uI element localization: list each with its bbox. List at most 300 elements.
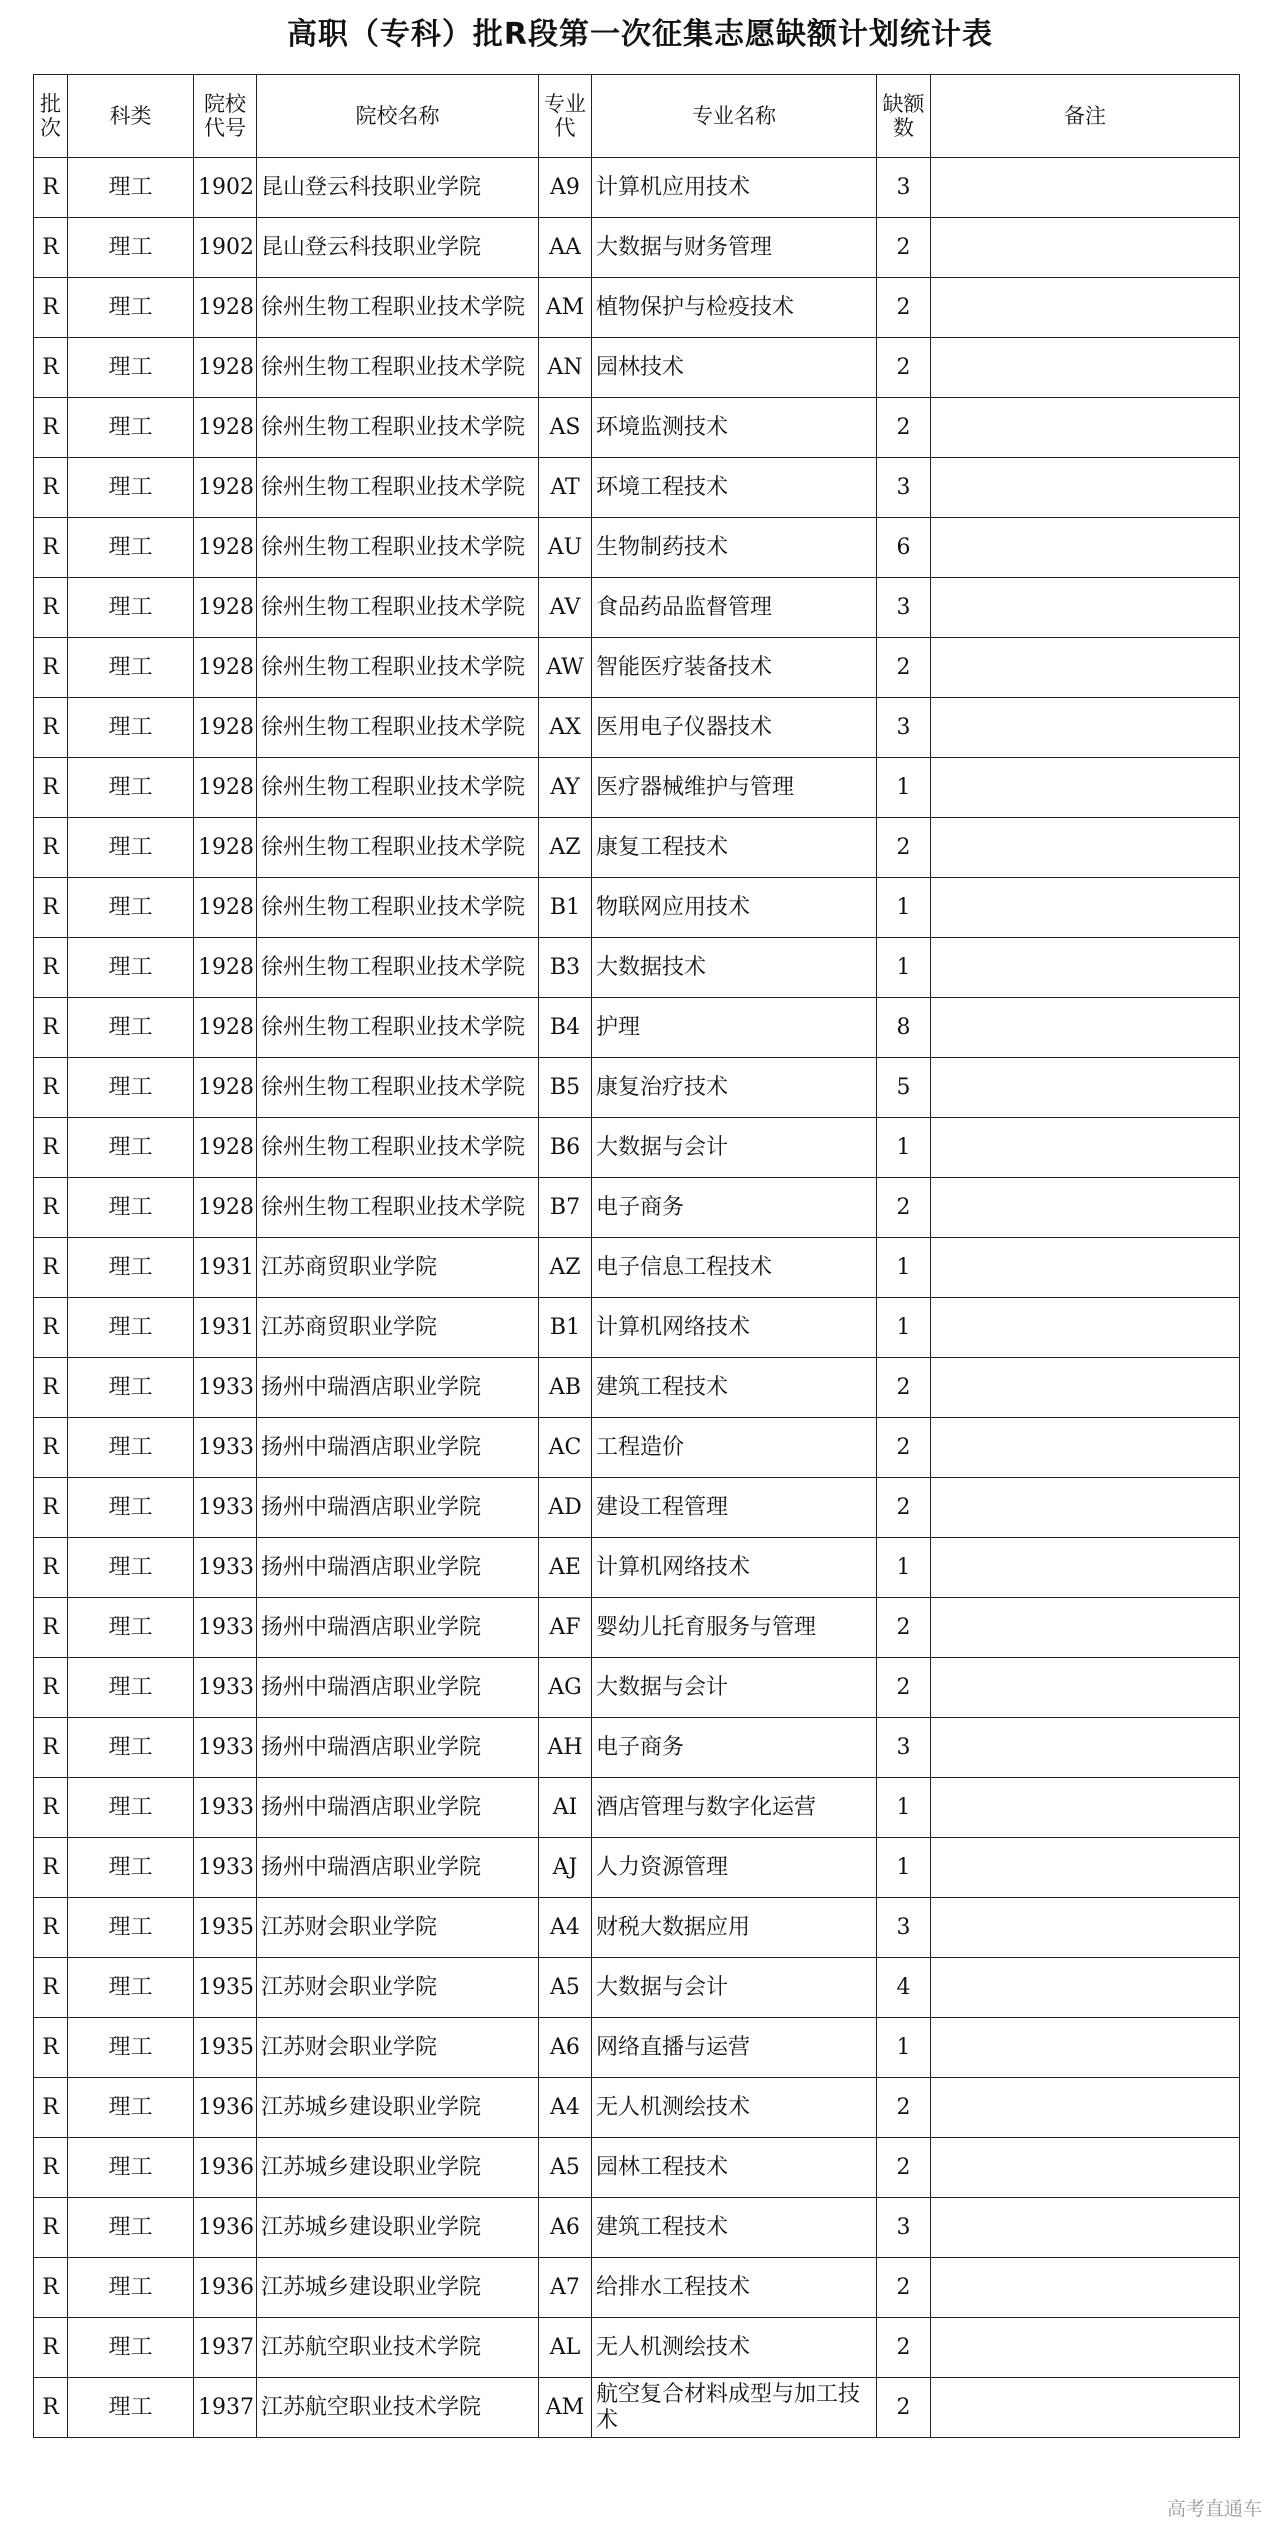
cell-type: 理工 [68,818,194,878]
cell-school-code: 1928 [194,278,257,338]
cell-note [931,1358,1240,1418]
table-row [34,158,1240,218]
cell-school-code: 1933 [194,1718,257,1778]
cell-major-name: 婴幼儿托育服务与管理 [592,1598,877,1658]
cell-count: 2 [877,338,931,398]
cell-batch: R [34,998,68,1058]
cell-count: 1 [877,1778,931,1838]
cell-school-name: 扬州中瑞酒店职业学院 [257,1718,539,1778]
cell-major-code: B4 [539,998,592,1058]
table-row [34,1898,1240,1958]
cell-batch: R [34,1358,68,1418]
cell-batch: R [34,758,68,818]
cell-note [931,1538,1240,1598]
cell-count: 2 [877,2138,931,2198]
cell-school-name: 江苏商贸职业学院 [257,1238,539,1298]
cell-type: 理工 [68,158,194,218]
cell-type: 理工 [68,1298,194,1358]
cell-count: 2 [877,218,931,278]
cell-major-name: 建设工程管理 [592,1478,877,1538]
cell-school-code: 1937 [194,2378,257,2438]
table-row [34,1058,1240,1118]
cell-count: 2 [877,1658,931,1718]
cell-major-name: 建筑工程技术 [592,1358,877,1418]
cell-major-code: B6 [539,1118,592,1178]
table-row [34,578,1240,638]
cell-school-name: 江苏航空职业技术学院 [257,2318,539,2378]
cell-count: 2 [877,2378,931,2438]
table-row [34,1478,1240,1538]
table-row [34,2078,1240,2138]
cell-type: 理工 [68,1958,194,2018]
cell-count: 1 [877,1118,931,1178]
cell-major-code: A5 [539,2138,592,2198]
cell-batch: R [34,1958,68,2018]
cell-major-name: 网络直播与运营 [592,2018,877,2078]
cell-major-code: AD [539,1478,592,1538]
cell-type: 理工 [68,1778,194,1838]
table-row [34,518,1240,578]
cell-school-code: 1928 [194,878,257,938]
table-row [34,638,1240,698]
cell-school-name: 江苏城乡建设职业学院 [257,2078,539,2138]
cell-type: 理工 [68,1478,194,1538]
cell-major-name: 计算机网络技术 [592,1298,877,1358]
cell-note [931,1298,1240,1358]
table-row [34,698,1240,758]
cell-school-code: 1928 [194,398,257,458]
table-row [34,1178,1240,1238]
cell-major-name: 食品药品监督管理 [592,578,877,638]
cell-major-name: 计算机网络技术 [592,1538,877,1598]
cell-type: 理工 [68,338,194,398]
cell-major-code: AM [539,278,592,338]
cell-type: 理工 [68,1358,194,1418]
cell-batch: R [34,2138,68,2198]
cell-count: 3 [877,1898,931,1958]
cell-school-code: 1933 [194,1778,257,1838]
cell-major-name: 植物保护与检疫技术 [592,278,877,338]
cell-count: 1 [877,878,931,938]
cell-count: 2 [877,278,931,338]
cell-note [931,998,1240,1058]
cell-school-name: 昆山登云科技职业学院 [257,218,539,278]
cell-note [931,2378,1240,2438]
cell-major-name: 给排水工程技术 [592,2258,877,2318]
cell-note [931,2318,1240,2378]
cell-school-name: 徐州生物工程职业技术学院 [257,698,539,758]
table-row [34,1778,1240,1838]
table-row [34,1238,1240,1298]
cell-school-name: 江苏财会职业学院 [257,1898,539,1958]
cell-note [931,2078,1240,2138]
table-row [34,1298,1240,1358]
cell-count: 3 [877,578,931,638]
cell-note [931,2138,1240,2198]
cell-major-name: 建筑工程技术 [592,2198,877,2258]
table-row [34,2198,1240,2258]
cell-count: 8 [877,998,931,1058]
cell-batch: R [34,2198,68,2258]
cell-school-code: 1928 [194,578,257,638]
header-note: 备注 [931,75,1240,158]
table-row [34,1838,1240,1898]
cell-note [931,878,1240,938]
table-row [34,1358,1240,1418]
header-type: 科类 [68,75,194,158]
cell-batch: R [34,338,68,398]
cell-major-code: AZ [539,1238,592,1298]
cell-major-code: AH [539,1718,592,1778]
cell-school-name: 扬州中瑞酒店职业学院 [257,1418,539,1478]
cell-major-code: AL [539,2318,592,2378]
cell-batch: R [34,578,68,638]
cell-type: 理工 [68,1598,194,1658]
cell-school-code: 1935 [194,1898,257,1958]
cell-major-name: 康复治疗技术 [592,1058,877,1118]
cell-school-code: 1928 [194,1178,257,1238]
cell-major-name: 计算机应用技术 [592,158,877,218]
cell-major-code: AV [539,578,592,638]
cell-batch: R [34,2018,68,2078]
table-row [34,818,1240,878]
cell-major-code: A6 [539,2198,592,2258]
cell-major-name: 电子商务 [592,1178,877,1238]
cell-type: 理工 [68,1058,194,1118]
cell-school-code: 1928 [194,698,257,758]
cell-batch: R [34,518,68,578]
cell-count: 1 [877,938,931,998]
cell-type: 理工 [68,278,194,338]
cell-count: 2 [877,1598,931,1658]
cell-note [931,638,1240,698]
table-row [34,398,1240,458]
cell-school-code: 1928 [194,518,257,578]
cell-school-name: 徐州生物工程职业技术学院 [257,938,539,998]
cell-batch: R [34,1898,68,1958]
cell-major-name: 护理 [592,998,877,1058]
cell-school-name: 徐州生物工程职业技术学院 [257,398,539,458]
cell-major-name: 无人机测绘技术 [592,2318,877,2378]
table-header-row [34,75,1240,158]
cell-note [931,398,1240,458]
cell-note [931,218,1240,278]
table-row [34,938,1240,998]
cell-major-name: 航空复合材料成型与加工技术 [592,2378,877,2438]
cell-major-code: B1 [539,1298,592,1358]
cell-batch: R [34,1658,68,1718]
cell-note [931,2258,1240,2318]
cell-school-code: 1928 [194,998,257,1058]
cell-count: 3 [877,2198,931,2258]
cell-major-code: AA [539,218,592,278]
cell-note [931,158,1240,218]
cell-batch: R [34,1058,68,1118]
cell-major-code: AC [539,1418,592,1478]
cell-school-code: 1902 [194,158,257,218]
cell-batch: R [34,1178,68,1238]
cell-note [931,1718,1240,1778]
cell-major-name: 康复工程技术 [592,818,877,878]
header-major-name: 专业名称 [592,75,877,158]
watermark-text: 高考直通车 [1166,2498,1262,2520]
cell-major-code: AM [539,2378,592,2438]
cell-major-code: AI [539,1778,592,1838]
table-row [34,998,1240,1058]
table-row [34,278,1240,338]
cell-count: 1 [877,1838,931,1898]
table-row [34,458,1240,518]
cell-major-code: AZ [539,818,592,878]
cell-type: 理工 [68,1898,194,1958]
cell-major-code: AW [539,638,592,698]
cell-note [931,2198,1240,2258]
cell-major-code: A7 [539,2258,592,2318]
cell-school-code: 1936 [194,2258,257,2318]
cell-major-code: AX [539,698,592,758]
cell-count: 1 [877,1238,931,1298]
cell-note [931,278,1240,338]
table-row [34,2318,1240,2378]
cell-type: 理工 [68,2138,194,2198]
cell-note [931,1658,1240,1718]
cell-type: 理工 [68,2258,194,2318]
cell-school-name: 徐州生物工程职业技术学院 [257,518,539,578]
cell-count: 2 [877,638,931,698]
cell-type: 理工 [68,1238,194,1298]
cell-note [931,518,1240,578]
cell-count: 5 [877,1058,931,1118]
table-row [34,758,1240,818]
table-row [34,1118,1240,1178]
header-major-code: 专业代 [539,75,592,158]
table-row [34,1418,1240,1478]
cell-school-name: 徐州生物工程职业技术学院 [257,818,539,878]
cell-school-name: 昆山登云科技职业学院 [257,158,539,218]
cell-batch: R [34,1838,68,1898]
cell-count: 3 [877,698,931,758]
cell-school-name: 徐州生物工程职业技术学院 [257,338,539,398]
cell-major-code: AB [539,1358,592,1418]
cell-school-code: 1935 [194,1958,257,2018]
cell-school-code: 1928 [194,758,257,818]
cell-note [931,1058,1240,1118]
cell-batch: R [34,878,68,938]
cell-batch: R [34,2378,68,2438]
cell-school-code: 1935 [194,2018,257,2078]
cell-major-name: 物联网应用技术 [592,878,877,938]
cell-batch: R [34,938,68,998]
cell-major-name: 智能医疗装备技术 [592,638,877,698]
cell-major-code: A6 [539,2018,592,2078]
cell-major-name: 大数据与会计 [592,1958,877,2018]
cell-major-name: 园林技术 [592,338,877,398]
cell-school-name: 徐州生物工程职业技术学院 [257,878,539,938]
table-row [34,2138,1240,2198]
cell-note [931,1478,1240,1538]
cell-batch: R [34,698,68,758]
cell-note [931,1778,1240,1838]
cell-batch: R [34,1478,68,1538]
cell-note [931,458,1240,518]
cell-count: 2 [877,1478,931,1538]
cell-count: 3 [877,1718,931,1778]
cell-school-name: 江苏城乡建设职业学院 [257,2258,539,2318]
cell-count: 2 [877,1358,931,1418]
cell-batch: R [34,638,68,698]
cell-school-name: 江苏城乡建设职业学院 [257,2198,539,2258]
cell-major-code: AE [539,1538,592,1598]
cell-type: 理工 [68,2018,194,2078]
cell-batch: R [34,458,68,518]
cell-note [931,938,1240,998]
cell-major-name: 工程造价 [592,1418,877,1478]
cell-major-code: AG [539,1658,592,1718]
cell-count: 3 [877,158,931,218]
cell-count: 2 [877,818,931,878]
cell-major-code: A9 [539,158,592,218]
cell-school-code: 1928 [194,1118,257,1178]
cell-type: 理工 [68,1118,194,1178]
cell-school-name: 徐州生物工程职业技术学院 [257,458,539,518]
cell-note [931,2018,1240,2078]
cell-school-name: 徐州生物工程职业技术学院 [257,278,539,338]
cell-note [931,758,1240,818]
cell-batch: R [34,218,68,278]
cell-school-name: 江苏城乡建设职业学院 [257,2138,539,2198]
cell-note [931,1838,1240,1898]
table-row [34,338,1240,398]
cell-count: 1 [877,758,931,818]
cell-type: 理工 [68,2318,194,2378]
cell-school-code: 1933 [194,1478,257,1538]
cell-school-code: 1933 [194,1538,257,1598]
cell-school-code: 1933 [194,1658,257,1718]
cell-school-code: 1937 [194,2318,257,2378]
cell-type: 理工 [68,578,194,638]
cell-type: 理工 [68,218,194,278]
table-row [34,1538,1240,1598]
cell-batch: R [34,1418,68,1478]
cell-school-code: 1933 [194,1418,257,1478]
cell-note [931,1118,1240,1178]
page-title: 高职（专科）批R段第一次征集志愿缺额计划统计表 [286,17,994,52]
cell-school-name: 扬州中瑞酒店职业学院 [257,1658,539,1718]
cell-school-code: 1928 [194,818,257,878]
cell-note [931,1898,1240,1958]
cell-major-code: A4 [539,1898,592,1958]
cell-count: 4 [877,1958,931,2018]
cell-school-code: 1928 [194,1058,257,1118]
cell-major-name: 环境工程技术 [592,458,877,518]
cell-major-name: 电子商务 [592,1718,877,1778]
cell-count: 2 [877,398,931,458]
cell-major-name: 医用电子仪器技术 [592,698,877,758]
cell-major-name: 大数据与会计 [592,1658,877,1718]
header-batch: 批次 [34,75,68,158]
cell-batch: R [34,1118,68,1178]
cell-school-code: 1928 [194,638,257,698]
cell-school-code: 1936 [194,2198,257,2258]
cell-type: 理工 [68,638,194,698]
table-row [34,218,1240,278]
cell-major-code: B3 [539,938,592,998]
cell-type: 理工 [68,1538,194,1598]
cell-count: 3 [877,458,931,518]
cell-batch: R [34,1238,68,1298]
cell-note [931,338,1240,398]
cell-batch: R [34,818,68,878]
cell-type: 理工 [68,1178,194,1238]
cell-major-name: 酒店管理与数字化运营 [592,1778,877,1838]
cell-batch: R [34,2258,68,2318]
cell-type: 理工 [68,2078,194,2138]
cell-school-name: 扬州中瑞酒店职业学院 [257,1838,539,1898]
cell-batch: R [34,1298,68,1358]
cell-school-name: 徐州生物工程职业技术学院 [257,1178,539,1238]
cell-major-name: 大数据与财务管理 [592,218,877,278]
cell-major-name: 财税大数据应用 [592,1898,877,1958]
cell-note [931,1598,1240,1658]
table-row [34,1598,1240,1658]
cell-major-name: 生物制药技术 [592,518,877,578]
cell-school-name: 徐州生物工程职业技术学院 [257,1118,539,1178]
cell-major-code: B5 [539,1058,592,1118]
cell-school-name: 扬州中瑞酒店职业学院 [257,1538,539,1598]
cell-type: 理工 [68,1418,194,1478]
cell-batch: R [34,2318,68,2378]
cell-major-code: B7 [539,1178,592,1238]
cell-major-code: A4 [539,2078,592,2138]
cell-note [931,1418,1240,1478]
cell-school-name: 江苏航空职业技术学院 [257,2378,539,2438]
table-row [34,1658,1240,1718]
cell-school-name: 江苏商贸职业学院 [257,1298,539,1358]
cell-school-name: 徐州生物工程职业技术学院 [257,638,539,698]
cell-school-code: 1933 [194,1838,257,1898]
cell-count: 2 [877,1178,931,1238]
cell-school-name: 徐州生物工程职业技术学院 [257,1058,539,1118]
cell-note [931,1238,1240,1298]
cell-count: 2 [877,1418,931,1478]
cell-batch: R [34,1778,68,1838]
cell-count: 1 [877,1538,931,1598]
cell-school-name: 扬州中瑞酒店职业学院 [257,1778,539,1838]
table-row [34,1718,1240,1778]
cell-batch: R [34,158,68,218]
header-school-name: 院校名称 [257,75,539,158]
cell-school-code: 1931 [194,1238,257,1298]
cell-school-name: 徐州生物工程职业技术学院 [257,578,539,638]
cell-note [931,698,1240,758]
cell-school-code: 1931 [194,1298,257,1358]
cell-school-code: 1933 [194,1598,257,1658]
cell-major-name: 大数据技术 [592,938,877,998]
cell-major-name: 园林工程技术 [592,2138,877,2198]
table-row [34,1958,1240,2018]
cell-major-code: AN [539,338,592,398]
cell-school-code: 1928 [194,938,257,998]
cell-batch: R [34,1598,68,1658]
cell-major-name: 环境监测技术 [592,398,877,458]
quota-table [33,74,1240,2438]
cell-type: 理工 [68,458,194,518]
cell-major-code: AJ [539,1838,592,1898]
cell-major-name: 大数据与会计 [592,1118,877,1178]
cell-major-name: 电子信息工程技术 [592,1238,877,1298]
cell-type: 理工 [68,1718,194,1778]
cell-batch: R [34,398,68,458]
